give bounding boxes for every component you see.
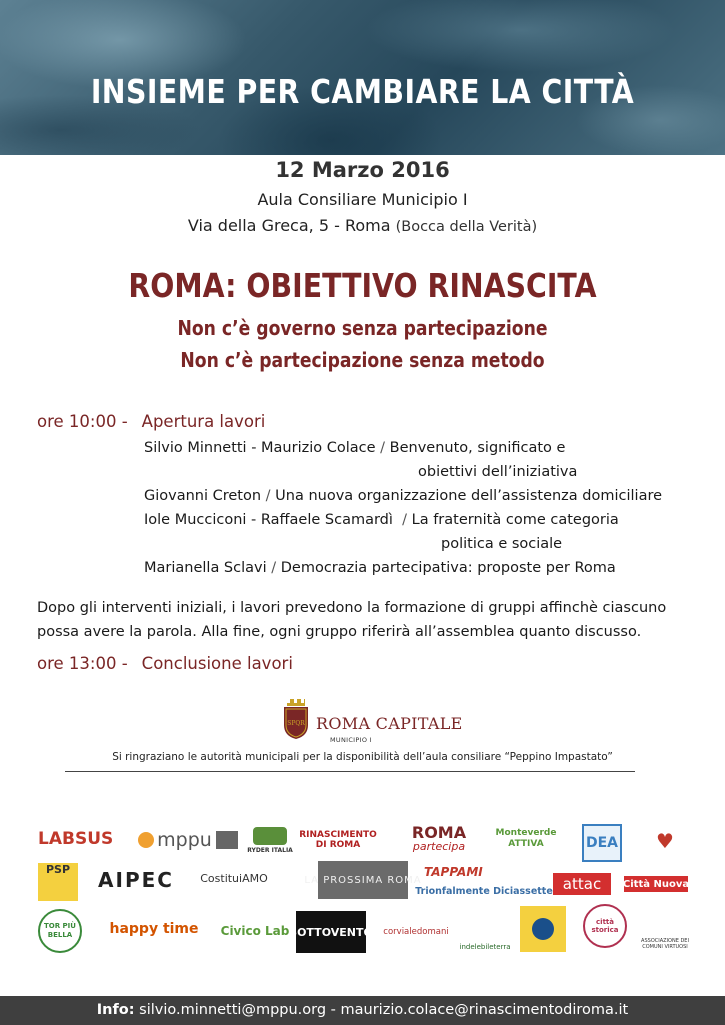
thanks-note: Si ringraziano le autorità municipali per la disponibilità dell’aula consiliare “Peppino Impastato” xyxy=(112,751,613,763)
address-note: (Bocca della Verità) xyxy=(395,219,538,235)
logo-happy-time: happy time xyxy=(109,921,199,937)
logo-comuni-virtuosi: ASSOCIAZIONE DEI COMUNI VIRTUOSI xyxy=(641,938,689,950)
talk-4-topic: Democrazia partecipativa: proposte per Roma xyxy=(280,560,616,576)
talk-2: Giovanni Creton / Una nuova organizzazione dell’assistenza domiciliare xyxy=(144,488,663,504)
logo-citta-nuova: Città Nuova xyxy=(624,876,688,892)
roma-capitale-crest-icon xyxy=(281,698,311,740)
logo-civico-lab: Civico Lab xyxy=(220,924,290,938)
opening-time xyxy=(37,412,265,431)
logo-la-prossima-roma: LA PROSSIMA ROMA xyxy=(318,861,408,899)
logo-yellow-square xyxy=(520,906,566,952)
headline-sub2: Non c’è partecipazione senza metodo xyxy=(180,348,545,372)
headline-sub1: Non c’è governo senza partecipazione xyxy=(177,316,548,340)
talk-4-speakers: Marianella Sclavi xyxy=(144,560,267,576)
svg-text:SPQR: SPQR xyxy=(287,720,305,727)
logo-tappami: TAPPAMI xyxy=(424,865,483,879)
logo-corviale: corvialedomani xyxy=(383,927,449,937)
talk-1-speakers: Silvio Minnetti - Maurizio Colace xyxy=(144,440,376,456)
talk-1: Silvio Minnetti - Maurizio Colace / Benvenuto, significato e xyxy=(144,440,566,456)
logo-citta-storica: città storica xyxy=(583,904,627,948)
talk-1-topic-cont: obiettivi dell’iniziativa xyxy=(418,464,578,480)
event-venue: Aula Consiliare Municipio I xyxy=(257,190,468,209)
logo-roma-partecipa: ROMA partecipa xyxy=(411,823,467,853)
roma-capitale-name: ROMA CAPITALE xyxy=(316,714,463,733)
logo-mppu: mppu xyxy=(138,826,238,854)
talk-3: Iole Mucciconi - Raffaele Scamardì / La fraternità come categoria xyxy=(144,512,619,528)
footer-info xyxy=(0,996,725,1025)
logo-idea: DEA xyxy=(582,824,622,862)
address-text: Via della Greca, 5 - Roma xyxy=(187,216,391,235)
footer-contacts: silvio.minnetti@mppu.org - maurizio.colace@rinascimentodiroma.it xyxy=(139,1002,629,1018)
logo-costituiamo: CostituiAMO xyxy=(200,871,268,885)
roma-capitale-sub: MUNICIPIO I xyxy=(330,736,372,744)
logo-ryder-italia: RYDER ITALIA xyxy=(250,822,290,858)
headline-title: ROMA: OBIETTIVO RINASCITA xyxy=(128,266,597,305)
event-address xyxy=(0,216,725,235)
closing-time-value: ore 13:00 - xyxy=(37,654,128,673)
footer-label: Info: xyxy=(96,1002,135,1018)
logo-labsus: LABSUS xyxy=(38,829,114,849)
talk-3-topic: La fraternità come categoria xyxy=(411,512,619,528)
event-title: INSIEME PER CAMBIARE LA CITTÀ xyxy=(90,72,635,111)
talk-2-speakers: Giovanni Creton xyxy=(144,488,262,504)
logo-attac: attac xyxy=(553,873,611,895)
logo-tor-piu-bella: TOR PIÙ BELLA xyxy=(38,909,82,953)
talk-3-speakers: Iole Mucciconi - Raffaele Scamardì xyxy=(144,512,393,528)
logo-sottovento: SOTTOVENTO xyxy=(296,911,366,953)
logo-heart-icon: ♥ xyxy=(656,829,674,853)
logo-monteverde: Monteverde ATTIVA xyxy=(495,828,557,849)
header-banner xyxy=(0,0,725,155)
talk-3-topic-cont: politica e sociale xyxy=(441,536,563,552)
divider xyxy=(65,771,635,772)
talk-4: Marianella Sclavi / Democrazia partecipativa: proposte per Roma xyxy=(144,560,616,576)
opening-time-value: ore 10:00 - xyxy=(37,412,128,431)
talk-1-topic: Benvenuto, significato e xyxy=(389,440,566,456)
logo-rinascimento: RINASCIMENTO DI ROMA xyxy=(299,830,377,850)
logo-trionfalmente: Trionfalmente Diciassette xyxy=(415,885,553,897)
opening-label: Apertura lavori xyxy=(141,412,266,431)
talk-2-topic: Una nuova organizzazione dell’assistenza domiciliare xyxy=(275,488,663,504)
logo-indelebile: indelebileterra xyxy=(459,943,511,951)
logo-psp: PSP xyxy=(38,863,78,901)
closing-time xyxy=(37,654,293,673)
closing-label: Conclusione lavori xyxy=(141,654,293,673)
program-description: Dopo gli interventi iniziali, i lavori prevedono la formazione di gruppi affinchè ciascuno possa avere la parola. Alla fine, ogni gruppo riferirà all’assemblea quanto discusso. xyxy=(37,600,667,640)
logo-aipec: AIPEC xyxy=(98,868,174,892)
event-date: 12 Marzo 2016 xyxy=(275,158,450,182)
